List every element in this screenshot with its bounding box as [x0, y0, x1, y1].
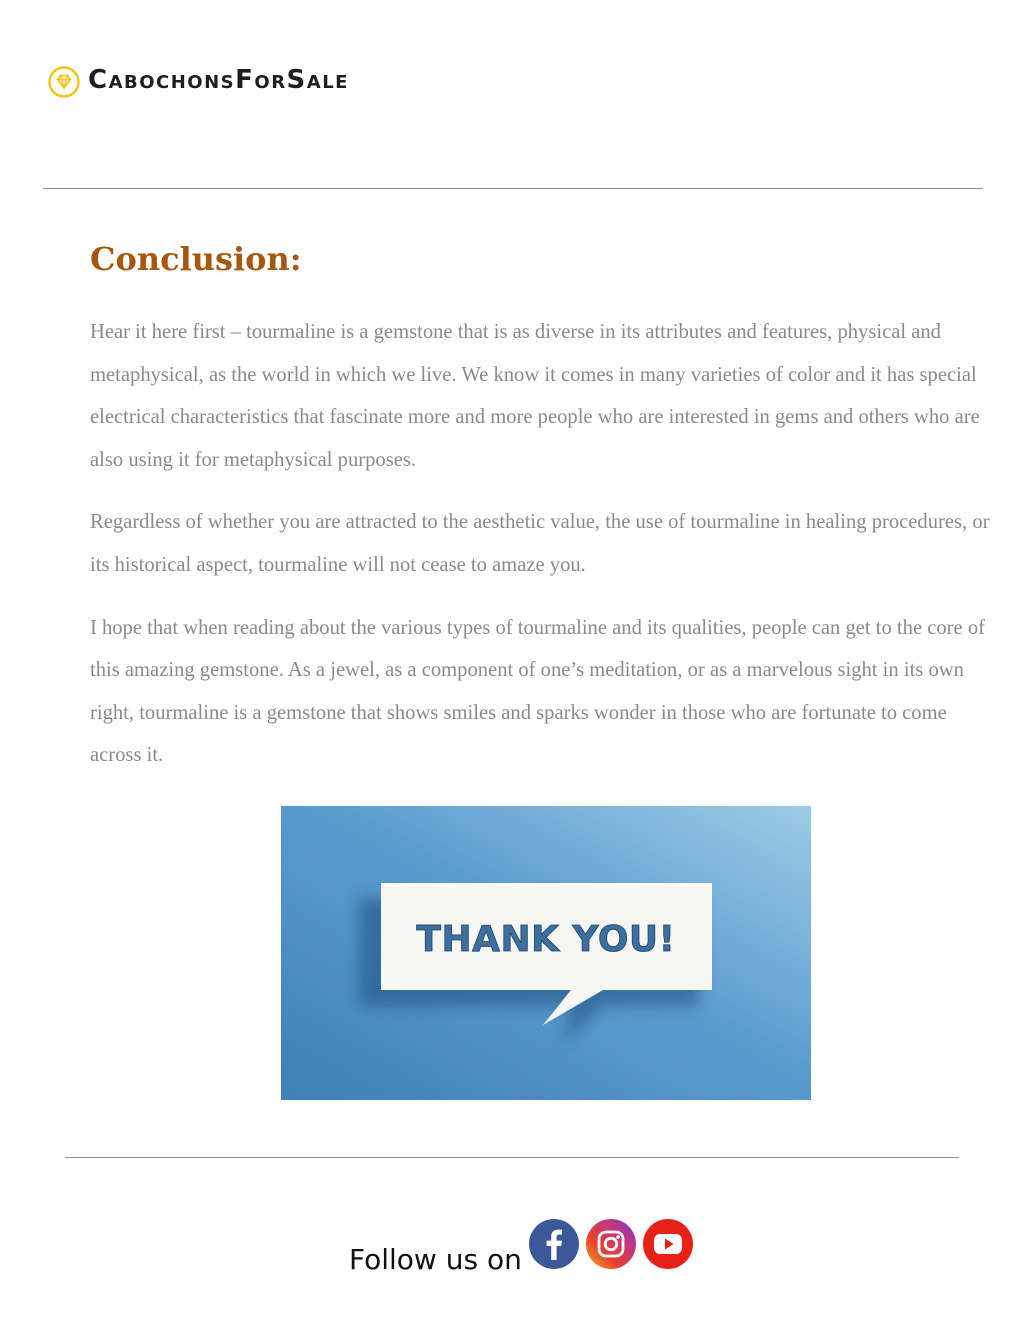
- youtube-icon[interactable]: [642, 1218, 694, 1270]
- paragraph-1: Hear it here first – tourmaline is a gemstone that is as diverse in its attributes and features, physical and metaphysical, as the world in which we live. We know it comes in many varieties of color and it has special electrical characteristics that fascinate more and more people who are interested in gems and others who are also using it for metaphysical purposes.: [90, 321, 980, 471]
- facebook-icon[interactable]: [528, 1218, 580, 1270]
- thank-you-image: [281, 806, 811, 1100]
- header-divider: [43, 188, 983, 189]
- paragraph-2: Regardless of whether you are attracted to the aesthetic value, the use of tourmaline in healing procedures, or its historical aspect, tourmaline will not cease to amaze you.: [90, 511, 990, 576]
- diamond-ring-icon: [48, 66, 80, 98]
- follow-us-label: Follow us on: [349, 1243, 522, 1276]
- footer-divider: [65, 1157, 959, 1158]
- article-body: [90, 311, 1000, 797]
- paragraph-3: I hope that when reading about the various types of tourmaline and its qualities, people can get to the core of this amazing gemstone. As a jewel, as a component of one’s meditation, or as a marvelous sight in its own right, tourmaline is a gemstone that shows smiles and sparks wonder in those who are fortunate to come across it.: [90, 616, 985, 767]
- brand-logo[interactable]: [48, 64, 349, 100]
- brand-name: CabochonsForSale: [88, 65, 349, 95]
- thank-you-text: THANK YOU!: [416, 919, 676, 960]
- section-heading: Conclusion:: [90, 240, 302, 278]
- instagram-icon[interactable]: [585, 1218, 637, 1270]
